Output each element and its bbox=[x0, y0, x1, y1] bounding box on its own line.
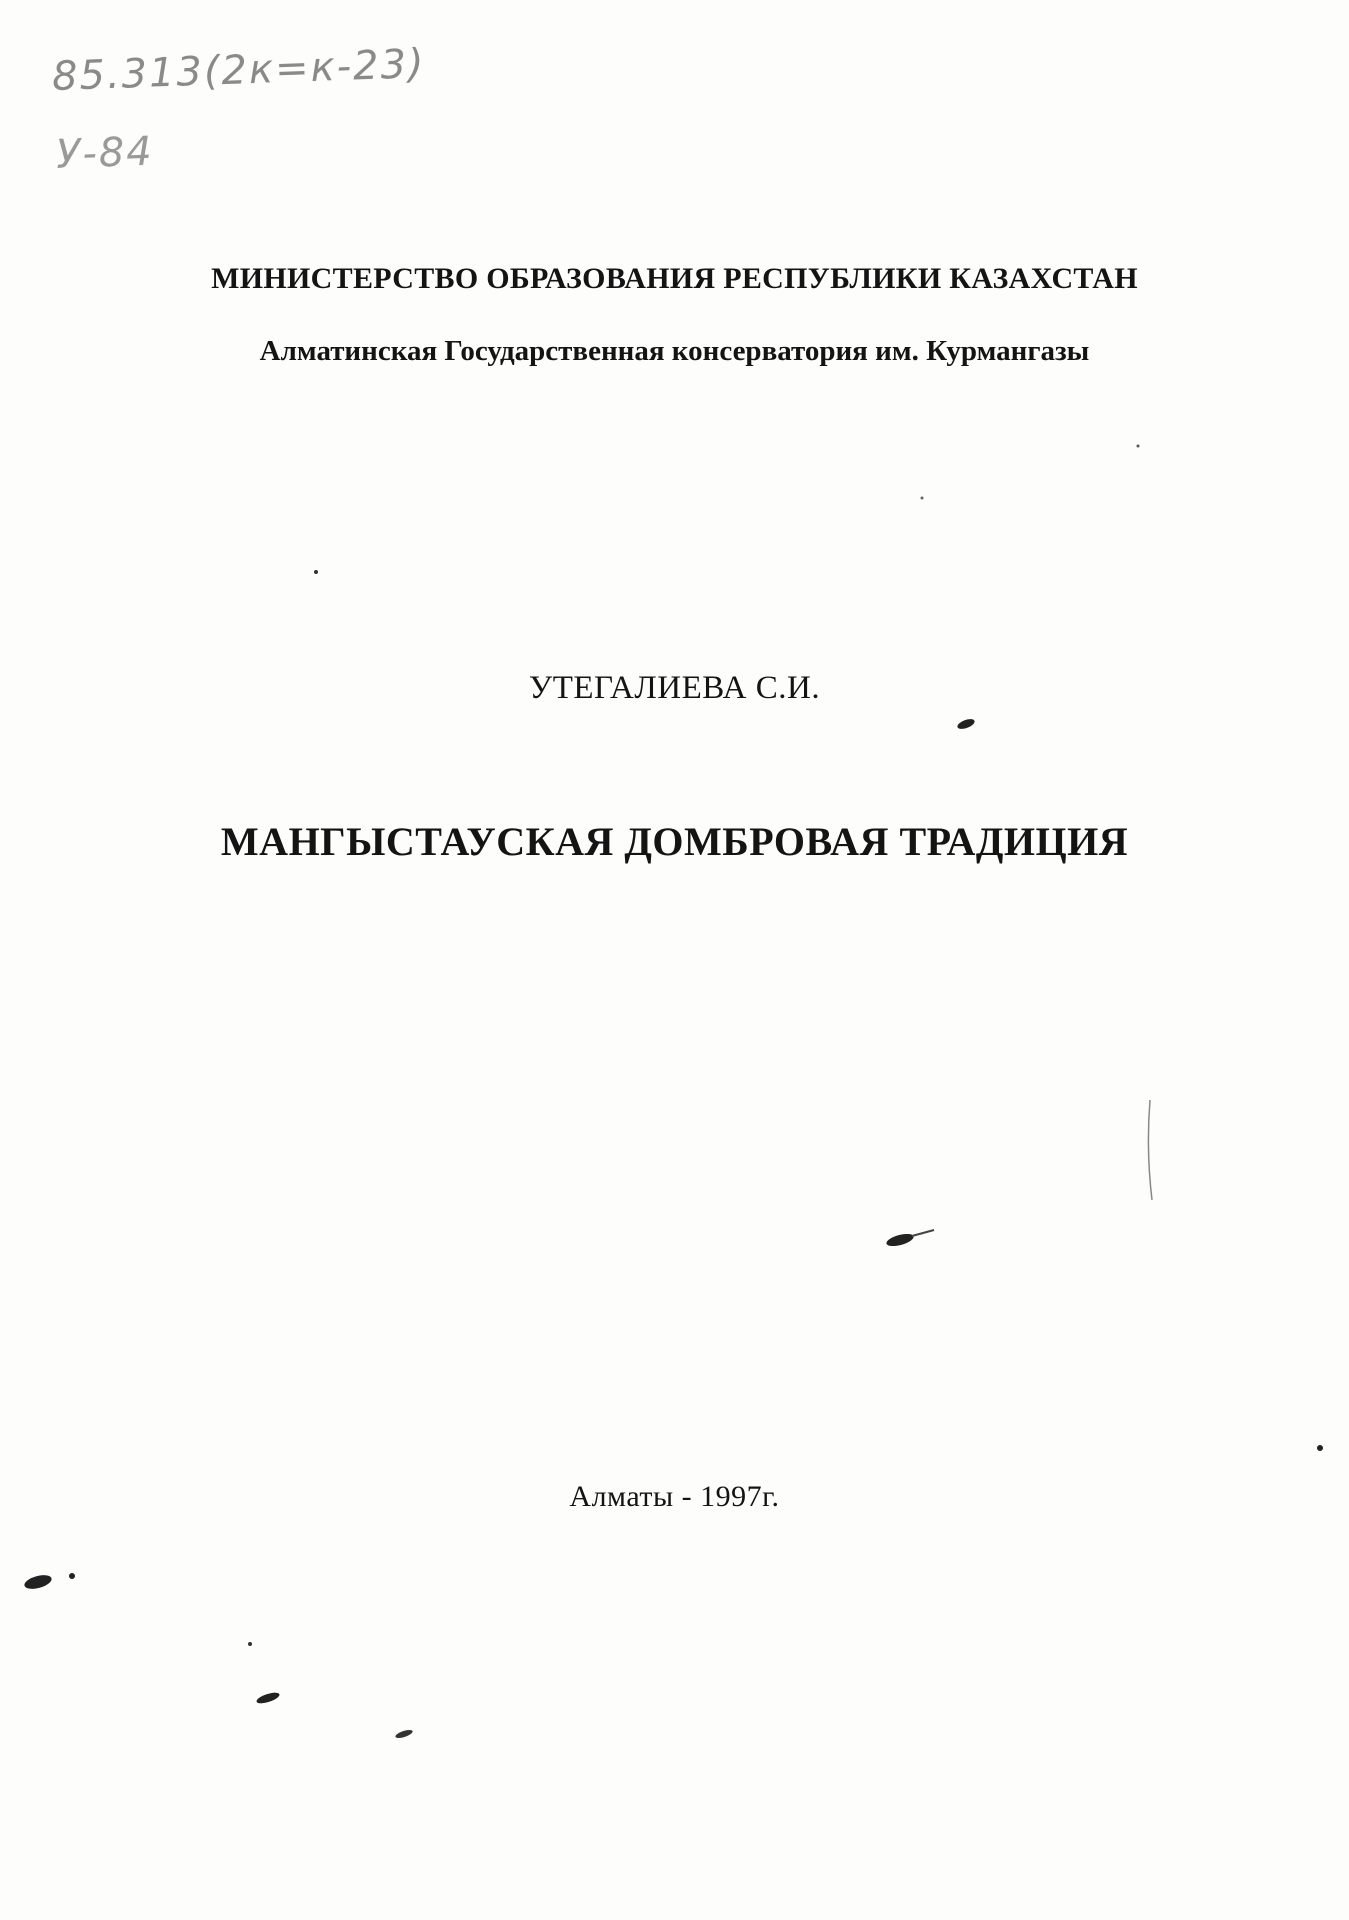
handwritten-author-mark: У-84 bbox=[55, 128, 155, 178]
ministry-heading: МИНИСТЕРСТВО ОБРАЗОВАНИЯ РЕСПУБЛИКИ КАЗАХСТАН bbox=[211, 262, 1138, 295]
handwritten-shelf-mark: 85.313(2к=к-23) bbox=[51, 40, 427, 100]
author-name: УТЕГАЛИЕВА С.И. bbox=[528, 670, 821, 706]
document-title: МАНГЫСТАУСКАЯ ДОМБРОВАЯ ТРАДИЦИЯ bbox=[220, 819, 1129, 864]
institution-heading: Алматинская Государственная консерватория им. Курмангазы bbox=[259, 335, 1090, 367]
place-and-year: Алматы - 1997г. bbox=[569, 1480, 780, 1513]
